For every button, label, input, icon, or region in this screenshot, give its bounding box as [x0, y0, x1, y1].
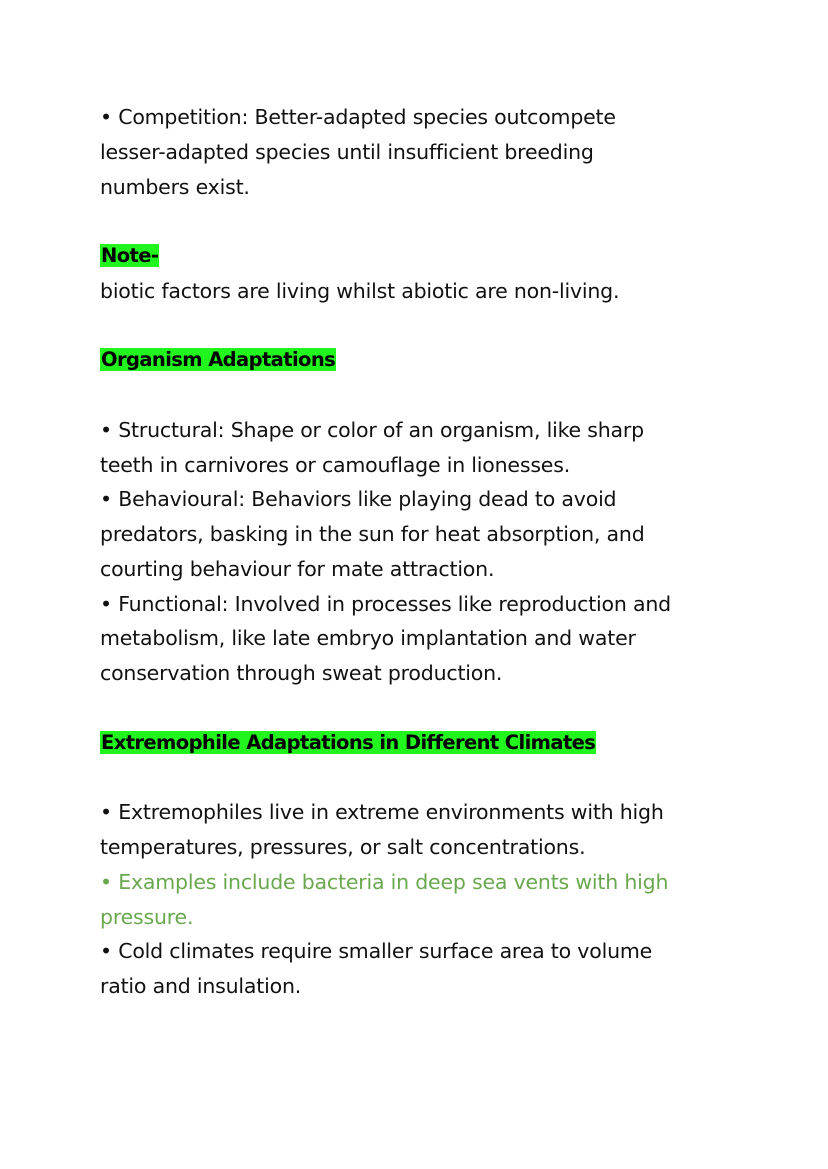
organism-line: courting behaviour for mate attraction.	[100, 557, 495, 581]
extremophile-line: ratio and insulation.	[100, 974, 302, 998]
organism-line: conservation through sweat production.	[100, 661, 503, 685]
organism-line: metabolism, like late embryo implantation and water	[100, 626, 636, 650]
competition-line: numbers exist.	[100, 175, 250, 199]
organism-line: • Behavioural: Behaviors like playing dead to avoid	[100, 487, 617, 511]
extremophile-line: temperatures, pressures, or salt concentrations.	[100, 835, 586, 859]
organism-line: • Structural: Shape or color of an organism, like sharp	[100, 418, 644, 442]
competition-line: lesser-adapted species until insufficient breeding	[100, 140, 594, 164]
organism-heading: Organism Adaptations	[101, 348, 336, 371]
extremophile-example-line: • Examples include bacteria in deep sea vents with high	[100, 870, 669, 894]
note-text: biotic factors are living whilst abiotic are non-living.	[100, 279, 620, 303]
organism-line: • Functional: Involved in processes like reproduction and	[100, 592, 671, 616]
organism-line: teeth in carnivores or camouflage in lionesses.	[100, 453, 571, 477]
extremophile-example-line: pressure.	[100, 905, 194, 929]
note-heading: Note-	[101, 244, 159, 267]
competition-line: • Competition: Better-adapted species outcompete	[100, 105, 616, 129]
extremophile-line: • Extremophiles live in extreme environments with high	[100, 800, 664, 824]
extremophile-heading: Extremophile Adaptations in Different Climates	[101, 731, 596, 754]
extremophile-line: • Cold climates require smaller surface area to volume	[100, 939, 653, 963]
organism-line: predators, basking in the sun for heat absorption, and	[100, 522, 645, 546]
